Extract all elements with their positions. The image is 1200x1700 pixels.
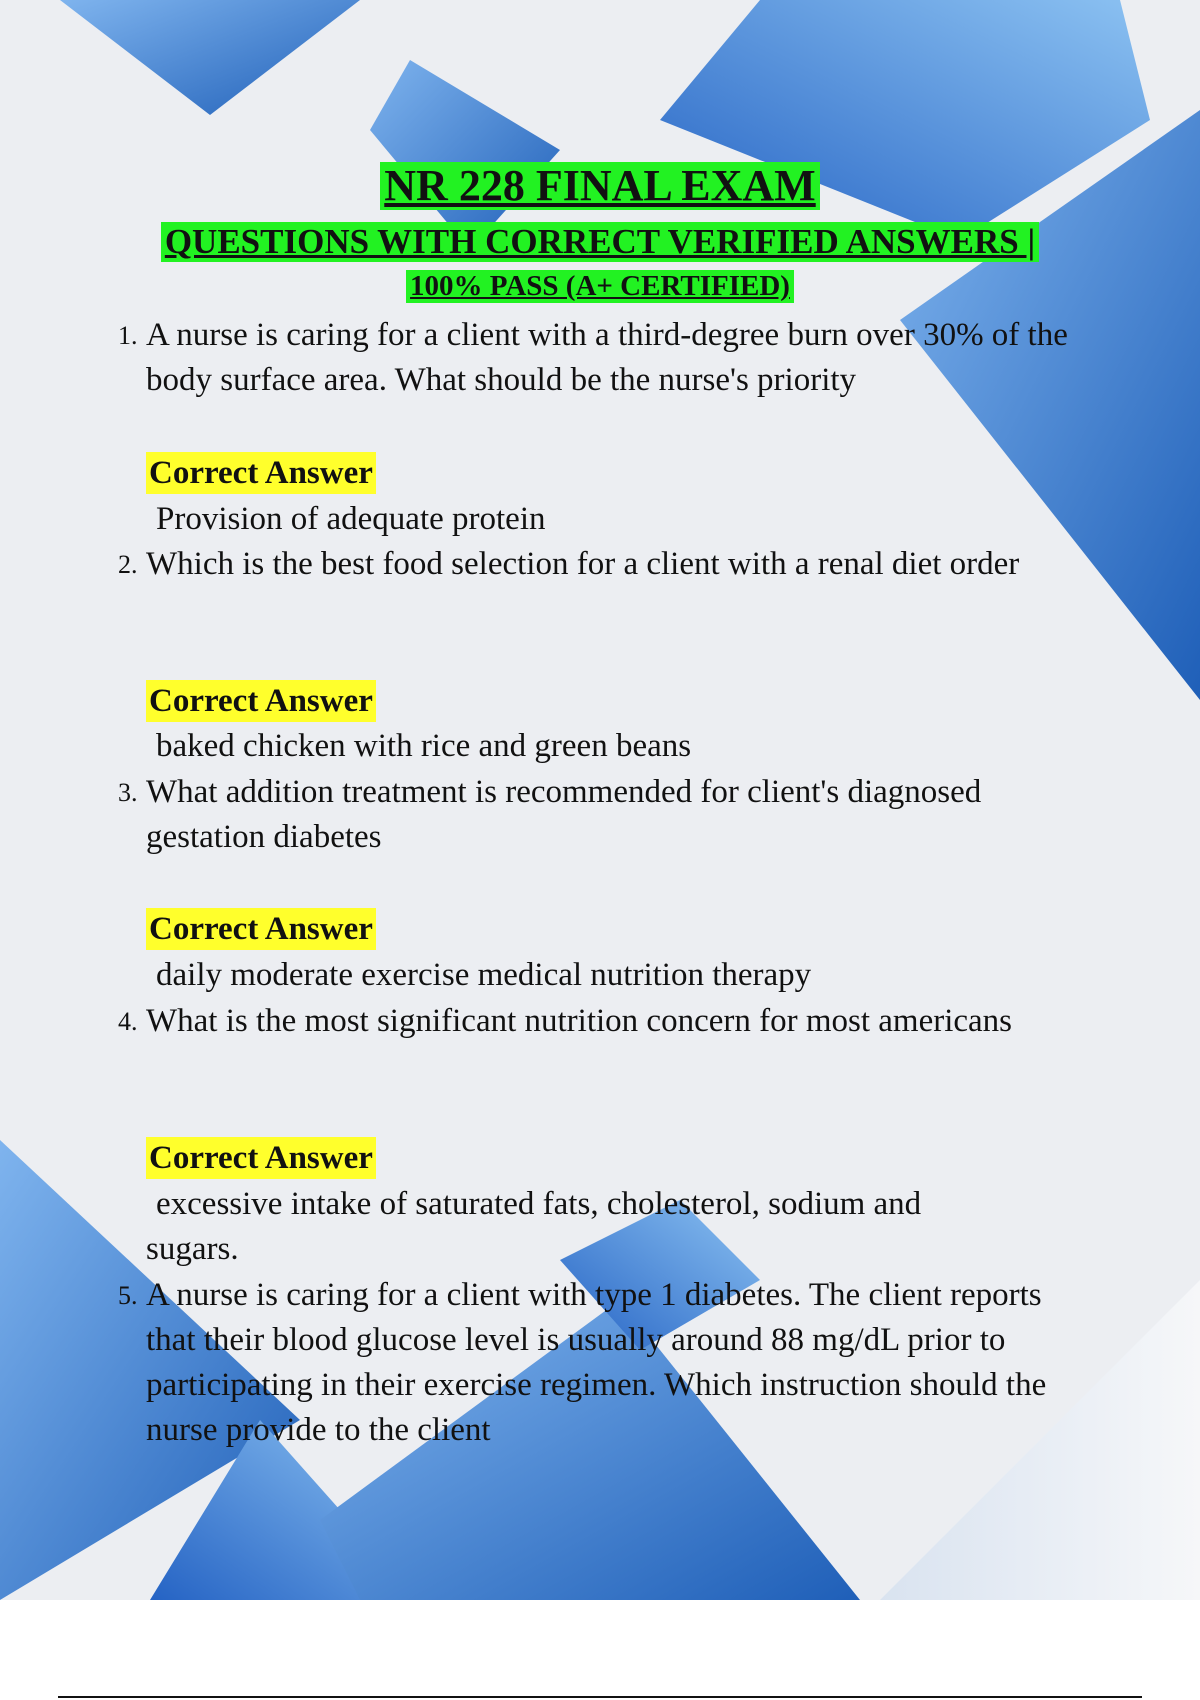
answer-text: Provision of adequate protein bbox=[156, 501, 546, 537]
answer-text: daily moderate exercise medical nutrition therapy bbox=[156, 957, 812, 993]
answer-label-2: Correct Answer bbox=[146, 680, 376, 722]
question-number: 3. bbox=[118, 778, 138, 807]
answer-text-2 bbox=[156, 724, 1096, 769]
title-line bbox=[0, 162, 1200, 210]
answer-text-3 bbox=[156, 953, 1096, 998]
answer-label-3: Correct Answer bbox=[146, 908, 376, 950]
answer-text-1 bbox=[156, 497, 1096, 542]
answer-text-4 bbox=[146, 1182, 1096, 1272]
question-text: Which is the best food selection for a client with a renal diet order bbox=[146, 546, 1020, 582]
answer-text: baked chicken with rice and green beans bbox=[156, 728, 692, 764]
question-text: What is the most significant nutrition concern for most americans bbox=[146, 1003, 1013, 1039]
question-number: 2. bbox=[118, 550, 138, 579]
question-text: What addition treatment is recommended for client's diagnosed gestation diabetes bbox=[146, 774, 982, 855]
footer-divider bbox=[58, 1696, 1142, 1698]
question-2 bbox=[118, 542, 1098, 587]
question-number: 5. bbox=[118, 1281, 138, 1310]
answer-label-4: Correct Answer bbox=[146, 1137, 376, 1179]
question-text: A nurse is caring for a client with a third-degree burn over 30% of the body surface area. What should be the nurse's priority bbox=[146, 317, 1068, 398]
question-text: A nurse is caring for a client with type 1 diabetes. The client reports that their blood glucose level is usually around 88 mg/dL prior to participating in their exercise regimen. Which instruction should the nurse provide to the client bbox=[146, 1277, 1047, 1448]
question-5 bbox=[118, 1273, 1098, 1453]
page-subtitle: QUESTIONS WITH CORRECT VERIFIED ANSWERS | bbox=[161, 222, 1039, 262]
subtitle-line bbox=[0, 222, 1200, 262]
answer-text-continuation: sugars. bbox=[146, 1231, 239, 1267]
answer-text: excessive intake of saturated fats, cholesterol, sodium and bbox=[156, 1186, 922, 1222]
page-title: NR 228 FINAL EXAM bbox=[380, 162, 819, 210]
question-1 bbox=[118, 313, 1098, 403]
page-tagline: 100% PASS (A+ CERTIFIED) bbox=[406, 270, 794, 303]
question-4 bbox=[118, 999, 1098, 1044]
answer-label-1: Correct Answer bbox=[146, 452, 376, 494]
tagline-line bbox=[0, 270, 1200, 303]
question-3 bbox=[118, 770, 1098, 860]
question-number: 4. bbox=[118, 1007, 138, 1036]
question-number: 1. bbox=[118, 321, 138, 350]
